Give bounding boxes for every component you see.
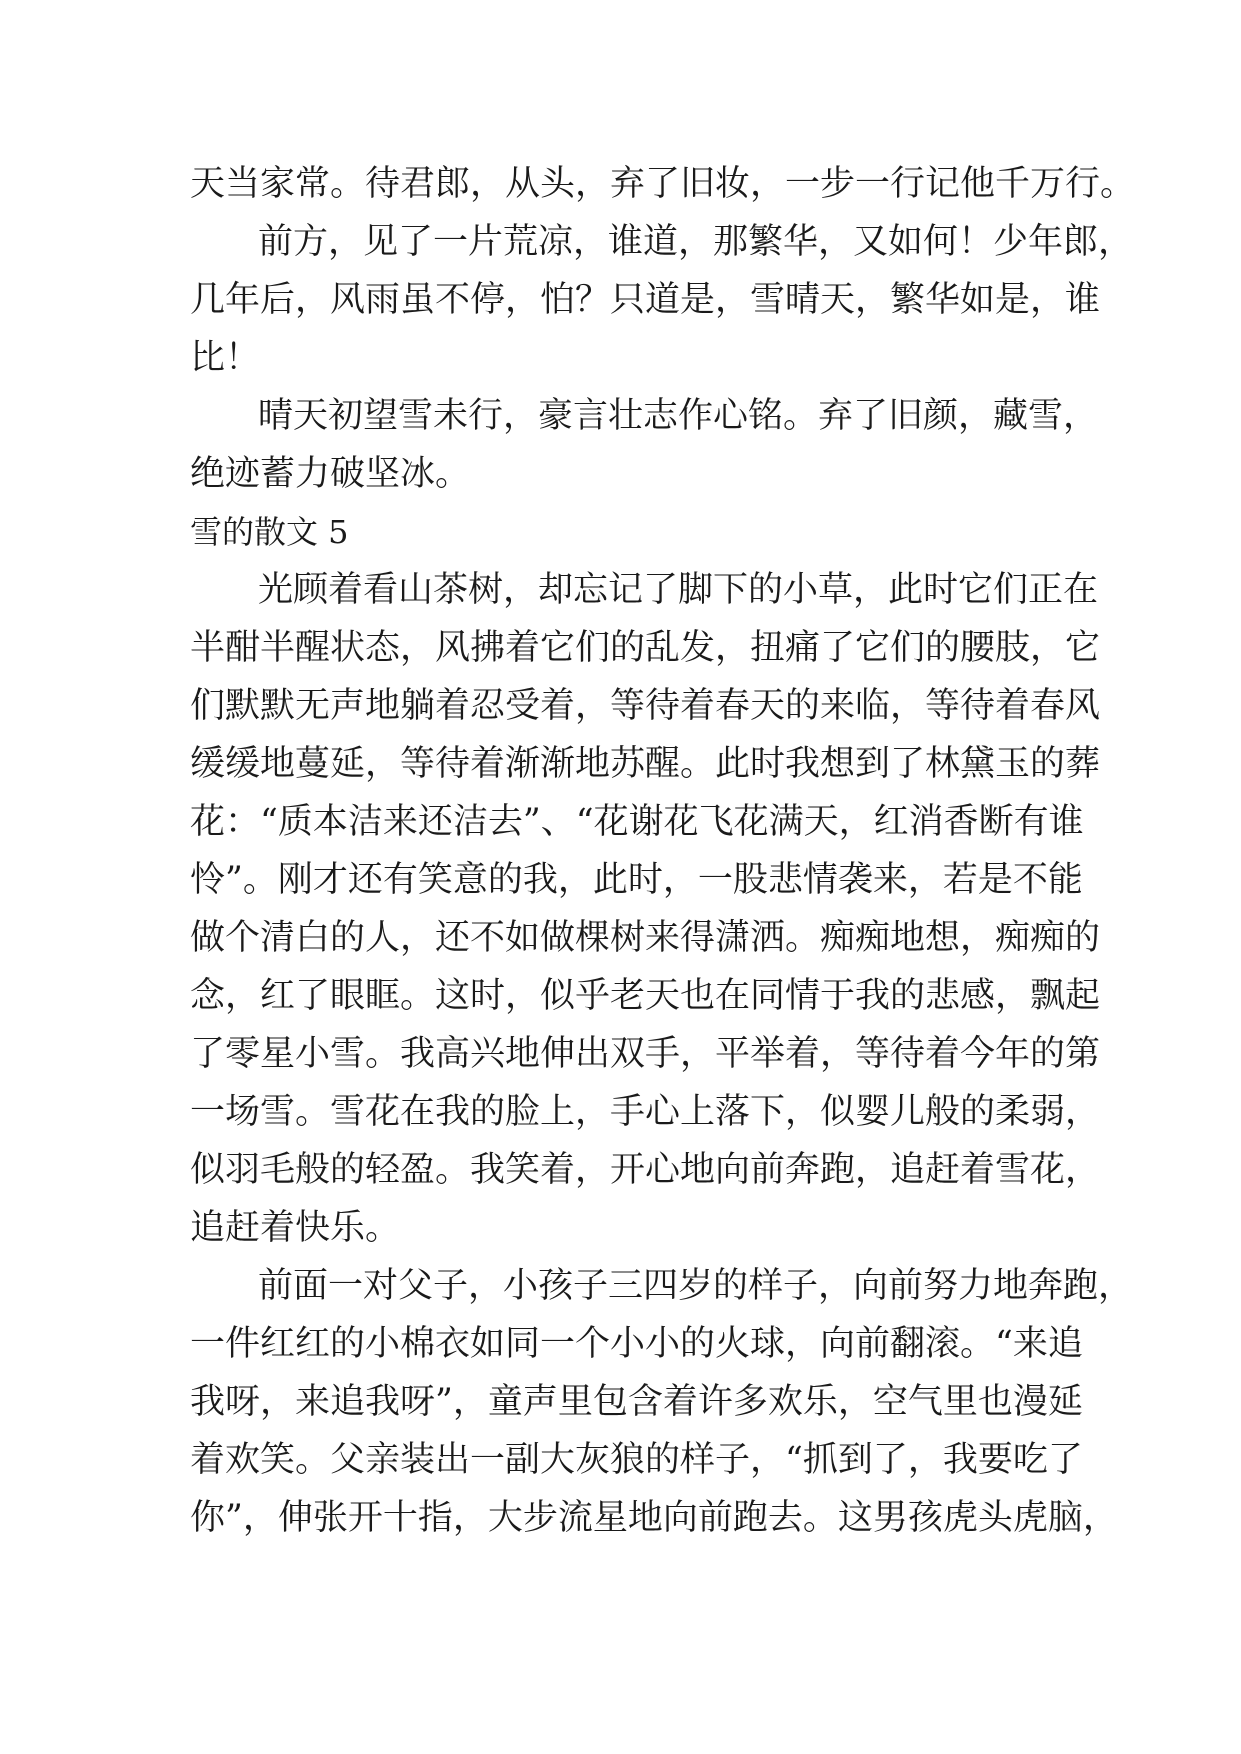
text-line: 几年后，风雨虽不停，怕？只道是，雪晴天，繁华如是，谁 [190,280,1101,320]
text-line: 们默默无声地躺着忍受着，等待着春天的来临，等待着春风 [190,686,1101,726]
text-line: 念，红了眼眶。这时，似乎老天也在同情于我的悲感，飘起 [190,976,1101,1016]
text-line: 天当家常。待君郎，从头，弃了旧妆，一步一行记他千万行。 [190,164,1136,204]
text-line: 一件红红的小棉衣如同一个小小的火球，向前翻滚。“来追 [190,1324,1083,1364]
text-line: 前面一对父子，小孩子三四岁的样子，向前努力地奔跑， [258,1266,1134,1306]
text-line: 比！ [190,338,261,378]
document-body [190,155,1136,1547]
text-line: 着欢笑。父亲装出一副大灰狼的样子，“抓到了，我要吃了 [190,1440,1083,1480]
text-line: 一场雪。雪花在我的脸上，手心上落下，似婴儿般的柔弱， [190,1092,1101,1132]
text-line: 前方，见了一片荒凉，谁道，那繁华，又如何！少年郎， [258,222,1134,262]
text-line: 怜”。刚才还有笑意的我，此时，一股悲情袭来，若是不能 [190,860,1083,900]
text-line: 我呀，来追我呀”，童声里包含着许多欢乐，空气里也漫延 [190,1382,1083,1422]
text-line: 了零星小雪。我高兴地伸出双手，平举着，等待着今年的第 [190,1034,1101,1074]
text-line: 晴天初望雪未行，豪言壮志作心铭。弃了旧颜，藏雪， [258,396,1099,436]
text-line: 花：“质本洁来还洁去”、“花谢花飞花满天，红消香断有谁 [190,802,1084,842]
text-line: 缓缓地蔓延，等待着渐渐地苏醒。此时我想到了林黛玉的葬 [190,744,1101,784]
text-line: 光顾着看山茶树，却忘记了脚下的小草，此时它们正在 [258,570,1099,610]
text-line: 半酣半醒状态，风拂着它们的乱发，扭痛了它们的腰肢，它 [190,628,1101,668]
text-line: 你”，伸张开十指，大步流星地向前跑去。这男孩虎头虎脑， [190,1498,1118,1538]
text-line: 似羽毛般的轻盈。我笑着，开心地向前奔跑，追赶着雪花， [190,1150,1101,1190]
text-line: 绝迹蓄力破坚冰。 [190,454,471,494]
text-line: 做个清白的人，还不如做棵树来得潇洒。痴痴地想，痴痴的 [190,918,1101,958]
text-line: 追赶着快乐。 [190,1208,401,1248]
section-heading: 雪的散文 5 [190,513,349,551]
